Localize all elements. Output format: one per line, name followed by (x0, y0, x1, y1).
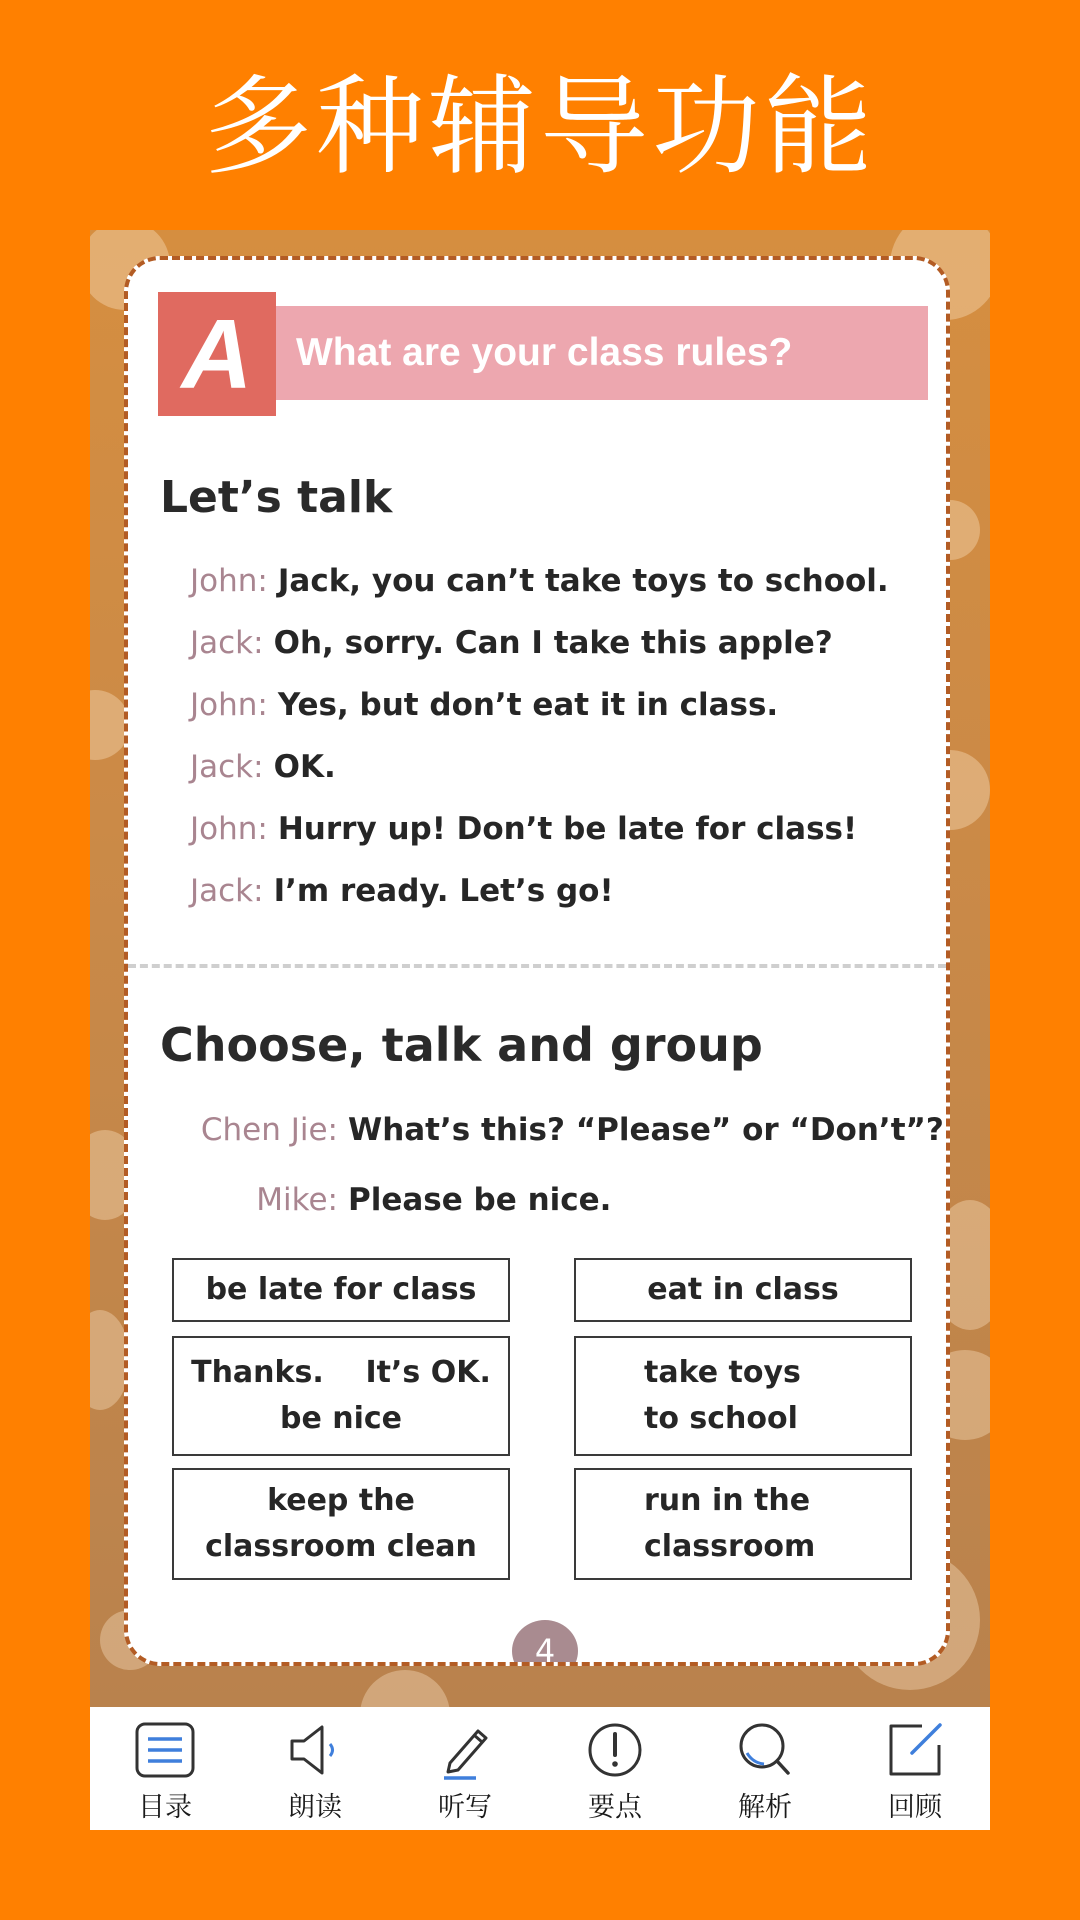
dialog-speaker: Chen Jie: (200, 1112, 338, 1148)
dialog-line[interactable] (190, 798, 930, 860)
phrase-card-keep-classroom-clean[interactable] (172, 1468, 510, 1580)
dialog-text: What’s this? “Please” or “Don’t”? (348, 1112, 944, 1148)
phrase-text: be nice (279, 1401, 403, 1436)
dialog-text: Yes, but don’t eat it in class. (277, 687, 779, 723)
exclamation-circle-icon (582, 1719, 648, 1781)
phrase-text: classroom clean (205, 1529, 477, 1564)
dialog-line[interactable] (190, 612, 930, 674)
toolbar-label: 解析 (738, 1792, 792, 1823)
speaker-icon (282, 1719, 348, 1781)
choose-dialog-line[interactable] (138, 1112, 944, 1148)
dialog-text: OK. (273, 749, 336, 785)
toolbar-label: 目录 (138, 1792, 192, 1823)
phrase-card-be-late-for-class[interactable] (172, 1258, 510, 1322)
toolbar-item-review[interactable] (840, 1707, 990, 1830)
lesson-card (124, 256, 950, 1666)
dialog-text: Oh, sorry. Can I take this apple? (273, 625, 833, 661)
dialog-line[interactable] (190, 550, 930, 612)
dialog-speaker: Mike: (256, 1182, 338, 1218)
pencil-icon (432, 1719, 498, 1781)
book-page-background (90, 230, 990, 1707)
dialog-text: Jack, you can’t take toys to school. (277, 563, 889, 599)
toolbar-label: 听写 (438, 1792, 492, 1823)
phrase-text: take toys (644, 1355, 801, 1390)
dialog-speaker: Jack: (190, 873, 264, 909)
phrase-text: be late for class (205, 1272, 477, 1307)
phrase-text: Thanks. It’s OK. (191, 1355, 491, 1390)
app-screen (90, 230, 990, 1830)
dialog-speaker: Jack: (190, 625, 264, 661)
promo-headline: 多种辅导功能 (203, 65, 876, 190)
section-banner (158, 292, 928, 416)
section-divider (128, 964, 946, 968)
phrase-card-take-toys-to-school[interactable] (574, 1336, 912, 1456)
phrase-text: run in the (644, 1483, 811, 1518)
phrase-card-be-nice[interactable] (172, 1336, 510, 1456)
toolbar-item-key-points[interactable] (540, 1707, 690, 1830)
group-heading: Choose, talk and group (160, 1018, 763, 1072)
dialog-line[interactable] (190, 860, 930, 922)
dialog-text: Please be nice. (348, 1182, 612, 1218)
toolbar-item-contents[interactable] (90, 1707, 240, 1830)
talk-heading: Let’s talk (160, 472, 393, 523)
dialog-speaker: John: (190, 811, 268, 847)
phrase-text: keep the (267, 1483, 415, 1518)
choose-dialog-line[interactable] (138, 1182, 928, 1218)
dialog (190, 550, 930, 922)
toolbar-item-dictation[interactable] (390, 1707, 540, 1830)
toolbar-label: 回顾 (888, 1792, 942, 1823)
dialog-line[interactable] (190, 736, 930, 798)
phrase-text: classroom (644, 1529, 816, 1564)
dialog-text: Hurry up! Don’t be late for class! (277, 811, 858, 847)
magnifier-icon (732, 1719, 798, 1781)
phrase-text: eat in class (647, 1272, 839, 1307)
dialog-speaker: Jack: (190, 749, 264, 785)
section-title: What are your class rules? (276, 306, 928, 400)
phrase-text: to school (644, 1401, 798, 1436)
edit-square-icon (882, 1719, 948, 1781)
dialog-line[interactable] (190, 674, 930, 736)
dialog-speaker: John: (190, 687, 268, 723)
toolbar-item-read-aloud[interactable] (240, 1707, 390, 1830)
page-number-badge: 4 (512, 1620, 578, 1666)
bottom-toolbar (90, 1707, 990, 1830)
contents-list-icon (132, 1719, 198, 1781)
toolbar-label: 朗读 (288, 1792, 342, 1823)
phrase-card-eat-in-class[interactable] (574, 1258, 912, 1322)
section-letter: A (158, 292, 276, 416)
toolbar-item-analysis[interactable] (690, 1707, 840, 1830)
dialog-speaker: John: (190, 563, 268, 599)
phrase-card-run-in-classroom[interactable] (574, 1468, 912, 1580)
toolbar-label: 要点 (588, 1792, 642, 1823)
dialog-text: I’m ready. Let’s go! (273, 873, 614, 909)
